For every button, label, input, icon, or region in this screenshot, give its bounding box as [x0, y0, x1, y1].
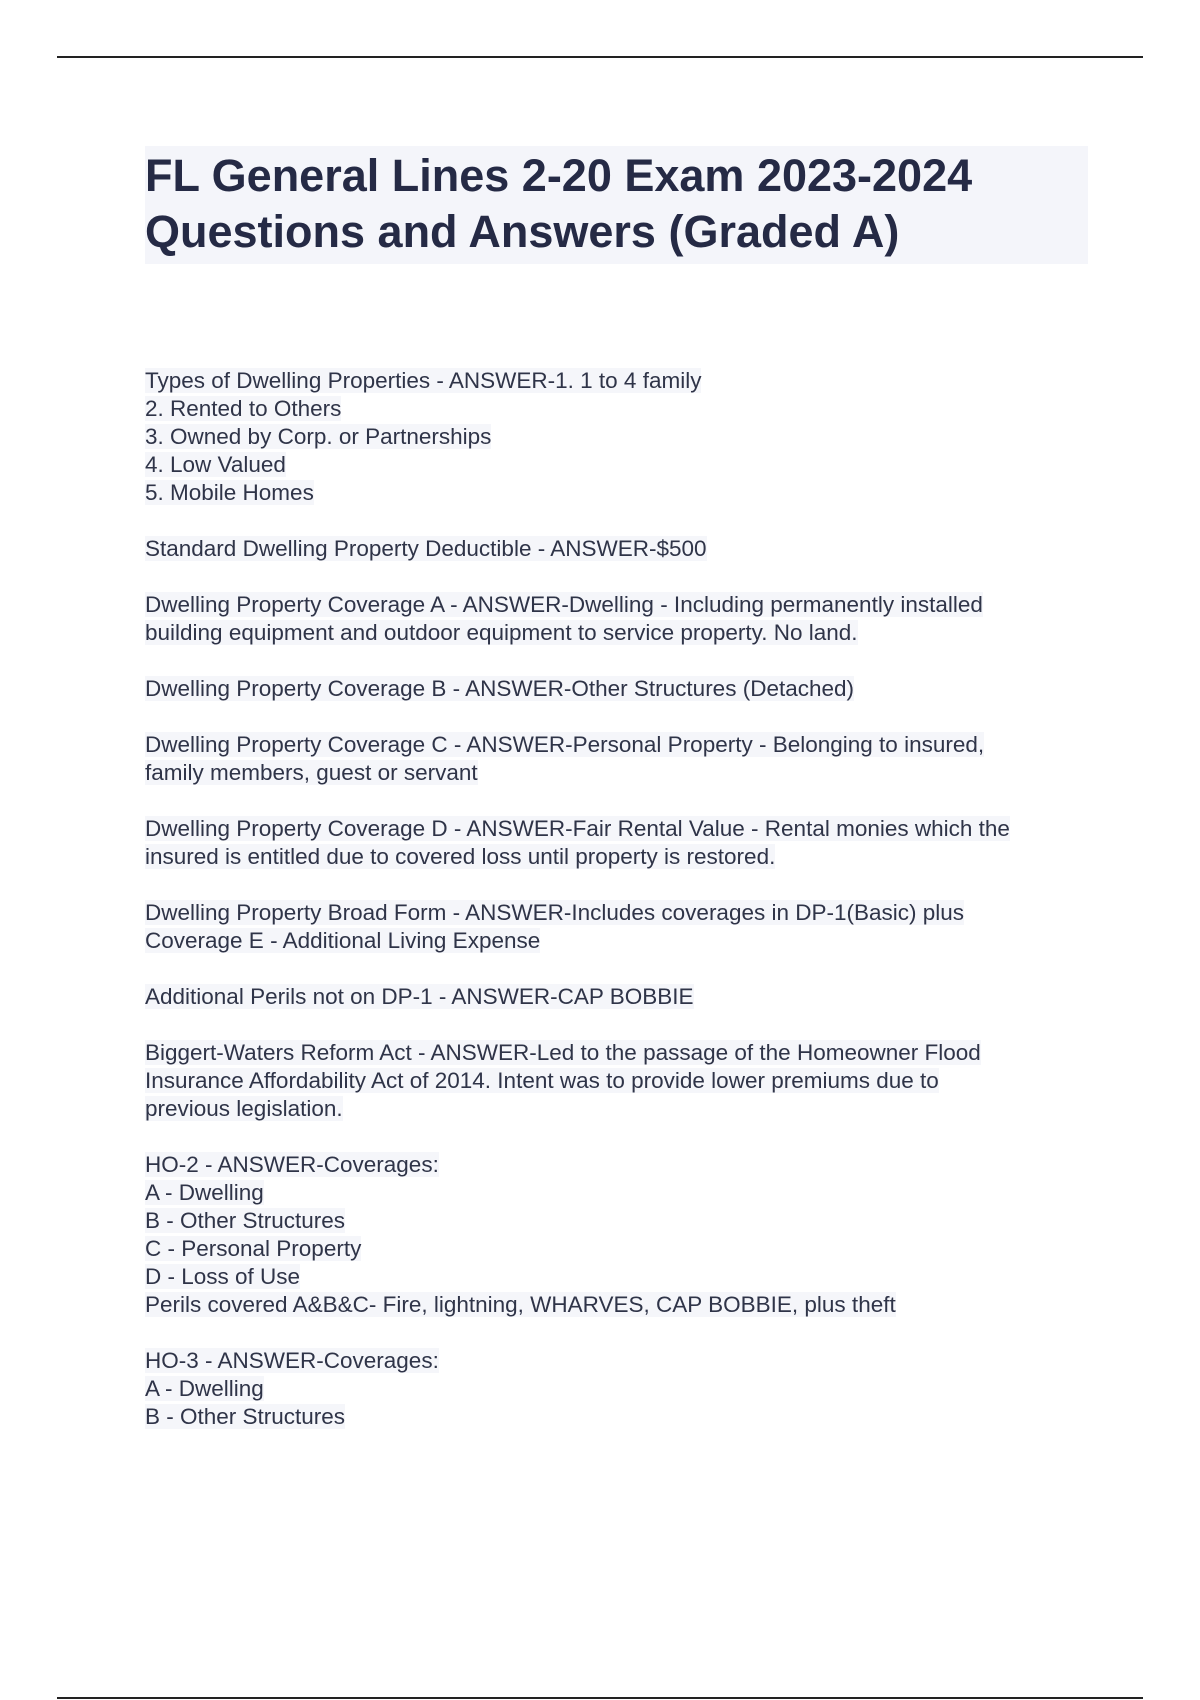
qa-list [145, 367, 1090, 1459]
qa-line-text: Dwelling Property Coverage A - ANSWER-Dwelling - Including permanently installed [145, 592, 983, 617]
qa-answer-line [145, 1263, 1090, 1291]
qa-question-line [145, 899, 1090, 927]
qa-line-text: B - Other Structures [145, 1208, 346, 1233]
qa-entry [145, 1039, 1090, 1123]
qa-line-text: HO-2 - ANSWER-Coverages: [145, 1152, 439, 1177]
qa-line-text: building equipment and outdoor equipment to service property. No land. [145, 620, 858, 645]
qa-line-text: Dwelling Property Coverage C - ANSWER-Personal Property - Belonging to insured, [145, 732, 985, 757]
qa-line-text: B - Other Structures [145, 1404, 346, 1429]
qa-line-text: Dwelling Property Coverage B - ANSWER-Other Structures (Detached) [145, 676, 855, 701]
qa-question-line [145, 535, 1090, 563]
top-rule [57, 56, 1143, 58]
qa-line-text: previous legislation. [145, 1096, 343, 1121]
qa-question-line [145, 591, 1090, 619]
qa-entry [145, 731, 1090, 787]
qa-answer-line [145, 1235, 1090, 1263]
qa-entry [145, 675, 1090, 703]
qa-question-line [145, 367, 1090, 395]
qa-answer-line [145, 1291, 1090, 1319]
qa-line-text: A - Dwelling [145, 1180, 264, 1205]
title-line-2: Questions and Answers (Graded A) [145, 206, 900, 257]
qa-question-line [145, 1151, 1090, 1179]
qa-line-text: Types of Dwelling Properties - ANSWER-1. 1 to 4 family [145, 368, 702, 393]
qa-answer-line [145, 395, 1090, 423]
qa-answer-line [145, 479, 1090, 507]
qa-question-line [145, 1347, 1090, 1375]
qa-answer-line [145, 843, 1090, 871]
qa-entry [145, 535, 1090, 563]
qa-answer-line [145, 1403, 1090, 1431]
qa-line-text: C - Personal Property [145, 1236, 362, 1261]
qa-answer-line [145, 1375, 1090, 1403]
qa-line-text: 2. Rented to Others [145, 396, 342, 421]
qa-line-text: Additional Perils not on DP-1 - ANSWER-CAP BOBBIE [145, 984, 694, 1009]
qa-line-text: Coverage E - Additional Living Expense [145, 928, 541, 953]
qa-line-text: 3. Owned by Corp. or Partnerships [145, 424, 492, 449]
bottom-rule [57, 1697, 1143, 1699]
qa-line-text: Standard Dwelling Property Deductible - ANSWER-$500 [145, 536, 707, 561]
qa-answer-line [145, 759, 1090, 787]
qa-question-line [145, 1039, 1090, 1067]
title-block [145, 146, 1088, 264]
qa-line-text: Dwelling Property Broad Form - ANSWER-Includes coverages in DP-1(Basic) plus [145, 900, 965, 925]
qa-line-text: family members, guest or servant [145, 760, 478, 785]
qa-line-text: Perils covered A&B&C- Fire, lightning, WHARVES, CAP BOBBIE, plus theft [145, 1292, 896, 1317]
qa-line-text: D - Loss of Use [145, 1264, 301, 1289]
qa-line-text: Insurance Affordability Act of 2014. Intent was to provide lower premiums due to [145, 1068, 939, 1093]
qa-question-line [145, 675, 1090, 703]
qa-line-text: Biggert-Waters Reform Act - ANSWER-Led to the passage of the Homeowner Flood [145, 1040, 981, 1065]
qa-line-text: insured is entitled due to covered loss until property is restored. [145, 844, 776, 869]
qa-entry [145, 815, 1090, 871]
qa-question-line [145, 815, 1090, 843]
qa-entry [145, 591, 1090, 647]
qa-answer-line [145, 619, 1090, 647]
qa-line-text: HO-3 - ANSWER-Coverages: [145, 1348, 439, 1373]
qa-line-text: 5. Mobile Homes [145, 480, 314, 505]
qa-answer-line [145, 1207, 1090, 1235]
qa-answer-line [145, 423, 1090, 451]
qa-question-line [145, 983, 1090, 1011]
qa-answer-line [145, 1067, 1090, 1095]
qa-entry [145, 899, 1090, 955]
qa-answer-line [145, 1179, 1090, 1207]
document-title [145, 146, 1088, 264]
qa-entry [145, 1151, 1090, 1319]
qa-answer-line [145, 1095, 1090, 1123]
title-line-1: FL General Lines 2-20 Exam 2023-2024 [145, 150, 973, 201]
qa-line-text: 4. Low Valued [145, 452, 286, 477]
qa-line-text: Dwelling Property Coverage D - ANSWER-Fair Rental Value - Rental monies which the [145, 816, 1010, 841]
qa-question-line [145, 731, 1090, 759]
qa-answer-line [145, 451, 1090, 479]
qa-entry [145, 983, 1090, 1011]
qa-entry [145, 367, 1090, 507]
qa-answer-line [145, 927, 1090, 955]
qa-entry [145, 1347, 1090, 1431]
qa-line-text: A - Dwelling [145, 1376, 264, 1401]
